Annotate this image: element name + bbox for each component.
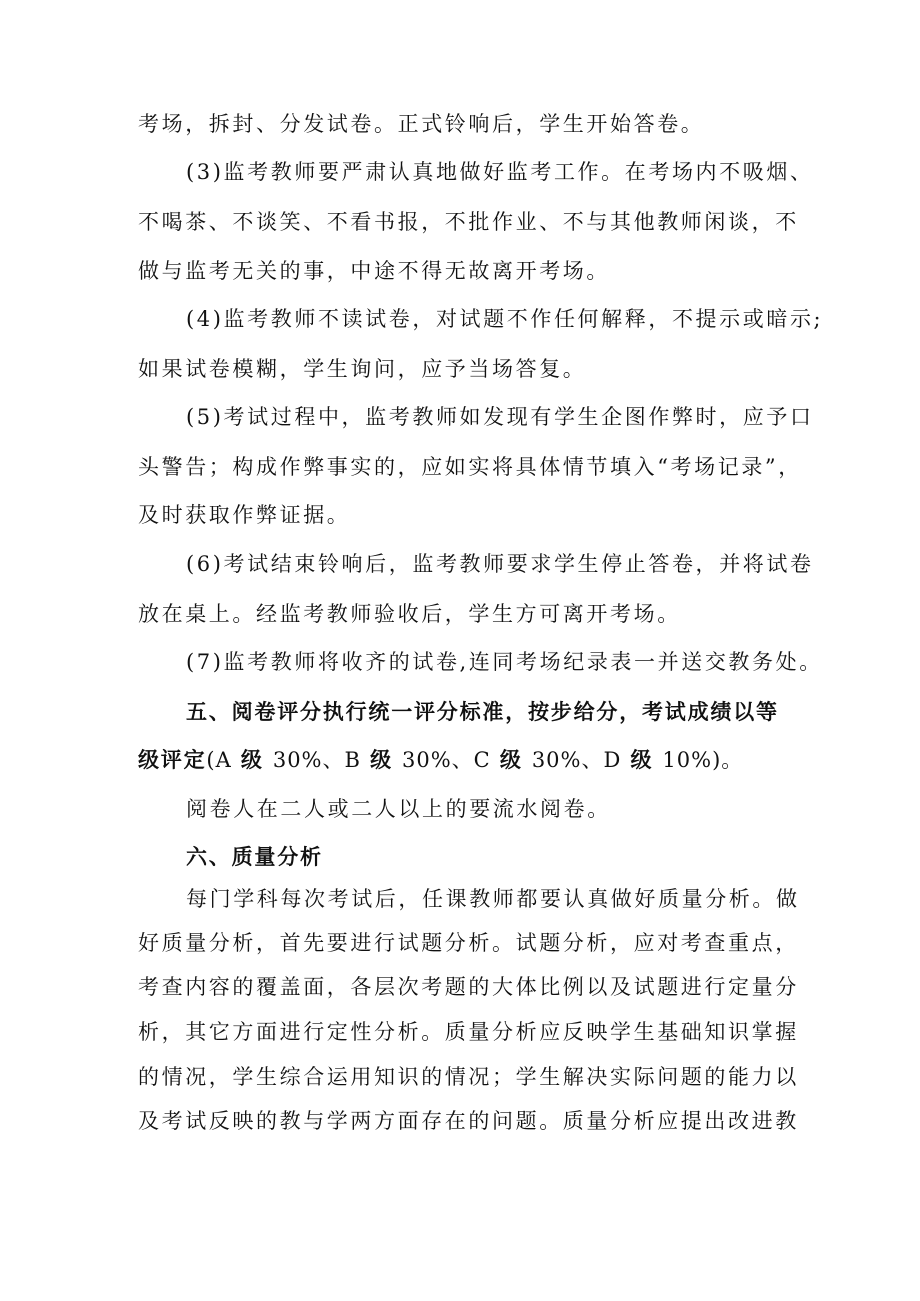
grade-unit: 级 — [499, 748, 523, 772]
grade-distribution-line — [138, 745, 743, 775]
text-line: 的情况，学生综合运用知识的情况；学生解决实际问题的能力以 — [138, 1065, 799, 1089]
grade-label: 级评定 — [138, 748, 207, 772]
text-line: 做与监考无关的事，中途不得无故离开考场。 — [138, 259, 610, 283]
text-line: 不喝茶、不谈笑、不看书报，不批作业、不与其他教师闲谈，不 — [138, 210, 799, 234]
text-line: (3)监考教师要严肃认真地做好监考工作。在考场内不吸烟、 — [186, 160, 814, 184]
grade-value: 30%、B — [272, 748, 361, 772]
text-line: 及时获取作弊证据。 — [138, 503, 351, 527]
text-line: 头警告；构成作弊事实的，应如实将具体情节填入“考场记录”， — [138, 455, 802, 479]
grade-unit: 级 — [370, 748, 393, 772]
grade-unit: 级 — [240, 748, 264, 772]
grade-value: 30%、C — [402, 748, 491, 772]
grade-open: (A — [206, 748, 232, 772]
text-line: 及考试反映的教与学两方面存在的问题。质量分析应提出改进教 — [138, 1109, 799, 1133]
text-line: 如果试卷模糊，学生询问，应予当场答复。 — [138, 357, 587, 381]
text-line: 考场，拆封、分发试卷。正式铃响后，学生开始答卷。 — [138, 112, 705, 136]
section-heading-five: 五、阅卷评分执行统一评分标准，按步给分，考试成绩以等 — [186, 700, 779, 724]
section-heading-six: 六、质量分析 — [186, 845, 323, 869]
grade-value: 30%、D — [531, 748, 622, 772]
text-line: 每门学科每次考试后，任课教师都要认真做好质量分析。做 — [186, 887, 800, 911]
text-line: 阅卷人在二人或二人以上的要流水阅卷。 — [186, 797, 611, 821]
text-line: (5)考试过程中，监考教师如发现有学生企图作弊时，应予口 — [186, 405, 814, 429]
text-line: 放在桌上。经监考教师验收后，学生方可离开考场。 — [138, 602, 681, 626]
text-line: 考查内容的覆盖面，各层次考题的大体比例以及试题进行定量分 — [138, 975, 799, 999]
grade-unit: 级 — [630, 748, 654, 772]
text-line: 好质量分析，首先要进行试题分析。试题分析，应对考查重点， — [138, 931, 799, 955]
grade-value: 10%)。 — [662, 748, 744, 772]
text-line: (4)监考教师不读试卷，对试题不作任何解释，不提示或暗示; — [186, 307, 824, 331]
text-line: (6)考试结束铃响后，监考教师要求学生停止答卷，并将试卷 — [186, 552, 814, 576]
text-line: (7)监考教师将收齐的试卷,连同考场纪录表一并送交教务处。 — [186, 650, 823, 674]
text-line: 析，其它方面进行定性分析。质量分析应反映学生基础知识掌握 — [138, 1020, 799, 1044]
